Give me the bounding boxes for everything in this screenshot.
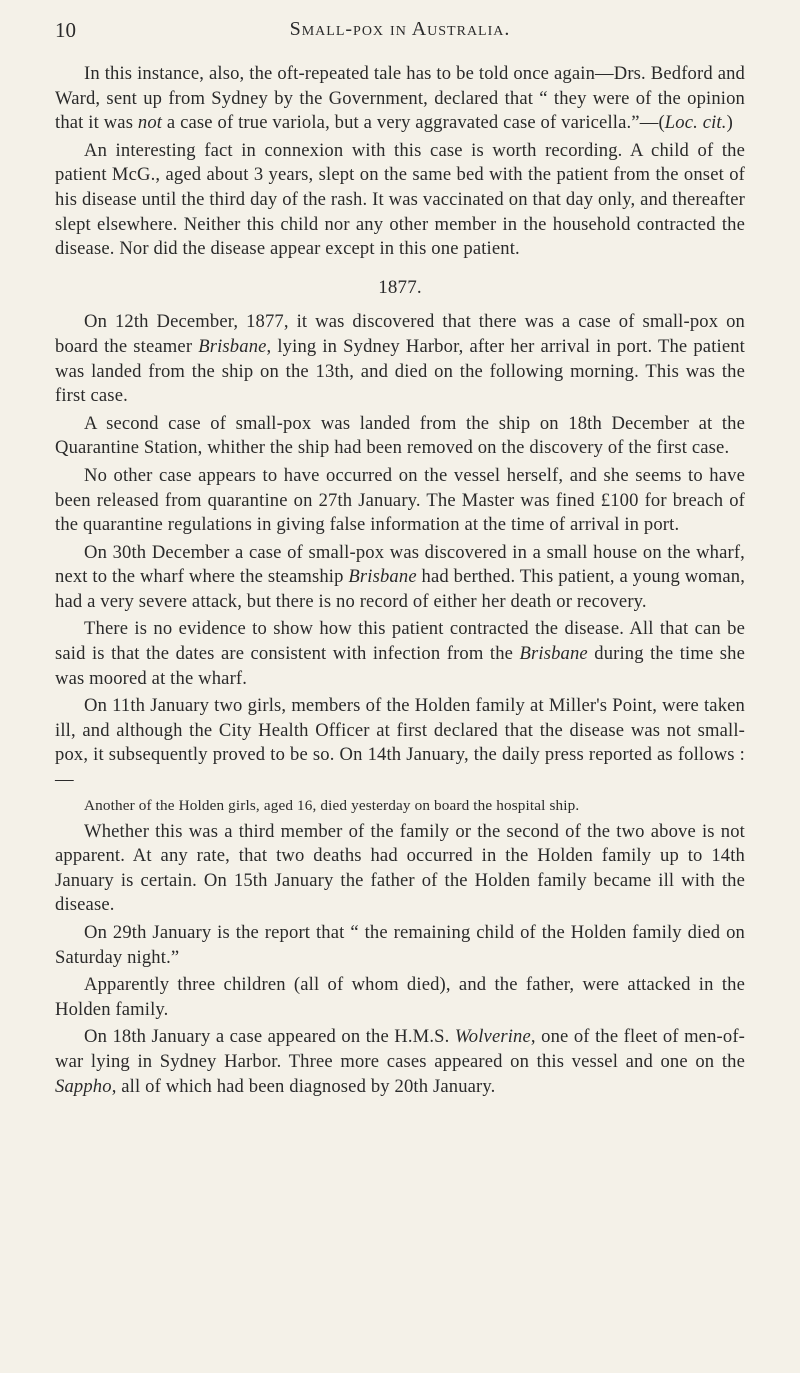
paragraph-6-text-a: On 30th December a case of small-pox was discovered in a small house on the wharf, next to the wharf where the steamship [55, 541, 745, 588]
page-header [55, 18, 745, 52]
ship-name-sappho: Sappho [55, 1075, 112, 1097]
paragraph-11: Apparently three children (all of whom died), and the father, were attacked in the Holden family. [55, 974, 745, 1020]
ship-name-brisbane: Brisbane [348, 566, 417, 588]
paragraph-12 [55, 1025, 745, 1099]
paragraph-1-text-c: a case of true variola, but a very aggravated case of varicella.”—( [162, 112, 665, 134]
paragraph-10: On 29th January is the report that “ the remaining child of the Holden family died on Saturday night.” [55, 922, 745, 968]
paragraph-1-italic-loc-cit: Loc. cit. [664, 112, 727, 134]
paragraph-12-text-c: , one of the fleet of men-of-war lying in Sydney Harbor. Three more cases appeared on this vessel and one on the [55, 1026, 746, 1072]
paragraph-12-text-e: , all of which had been diagnosed by 20th January. [111, 1075, 496, 1097]
paragraph-2: An interesting fact in connexion with this case is worth recording. A child of the patient McG., aged about 3 years, slept on the same bed with the patient from the onset of his disease until the third day of the rash. It was vaccinated on that day only, and thereafter slept elsewhere. Neither this child nor any other member in the household contracted the disease. Nor did the disease appear except in this one patient. [55, 139, 745, 260]
paragraph-1-italic-not: not [137, 112, 163, 134]
paragraph-1-text-a: In this instance, also, the oft-repeated tale has to be told once again—Drs. Bedford and Ward, sent up from Sydney by the Government, declared that “ they were of the opinion that it was [55, 63, 745, 134]
paragraph-6 [55, 541, 745, 615]
paragraph-5: No other case appears to have occurred on the vessel herself, and she seems to have been released from quarantine on 27th January. The Master was fined £100 for breach of the quarantine regulations in giving false information at the time of arrival in port. [55, 464, 745, 536]
ship-name-wolverine: Wolverine [454, 1026, 531, 1048]
paragraph-1-text-e: ) [726, 112, 733, 134]
year-heading: 1877. [378, 276, 422, 298]
paragraph-7-text-c: during the time she was moored at the wharf. [55, 643, 745, 689]
paragraph-7 [55, 617, 745, 691]
paragraph-1 [55, 62, 745, 136]
running-title: Small-pox in Australia. [289, 18, 511, 40]
ship-name-brisbane: Brisbane [198, 335, 267, 357]
paragraph-3 [55, 310, 745, 408]
paragraph-3-text-a: On 12th December, 1877, it was discovered that there was a case of small-pox on board the steamer [55, 311, 745, 357]
paragraph-7-text-a: There is no evidence to show how this patient contracted the disease. All that can be said is that the dates are consistent with infection from the [55, 618, 745, 665]
paragraph-3-text-c: , lying in Sydney Harbor, after her arrival in port. The patient was landed from the ship on the 13th, and died on the following morning. This was the first case. [55, 335, 745, 407]
paragraph-8: On 11th January two girls, members of the Holden family at Miller's Point, were taken ill, and although the City Health Officer at first declared that the disease was not small-pox, it subsequently proved to be so. On 14th January, the daily press reported as follows :— [55, 695, 745, 791]
page-number: 10 [55, 18, 76, 42]
paragraph-12-text-a: On 18th January a case appeared on the H.M.S. [84, 1026, 455, 1048]
paragraph-9: Whether this was a third member of the family or the second of the two above is not apparent. At any rate, that two deaths had occurred in the Holden family up to 14th January is certain. On 15th January the father of the Holden family became ill with the disease. [55, 820, 745, 916]
paragraph-4: A second case of small-pox was landed from the ship on 18th December at the Quarantine Station, whither the ship had been removed on the discovery of the first case. [55, 412, 745, 459]
page [55, 18, 745, 1099]
press-quote: Another of the Holden girls, aged 16, died yesterday on board the hospital ship. [84, 796, 580, 814]
paragraph-6-text-c: had berthed. This patient, a young woman, had a very severe attack, but there is no record of either her death or recovery. [55, 566, 745, 612]
ship-name-brisbane: Brisbane [519, 643, 588, 665]
